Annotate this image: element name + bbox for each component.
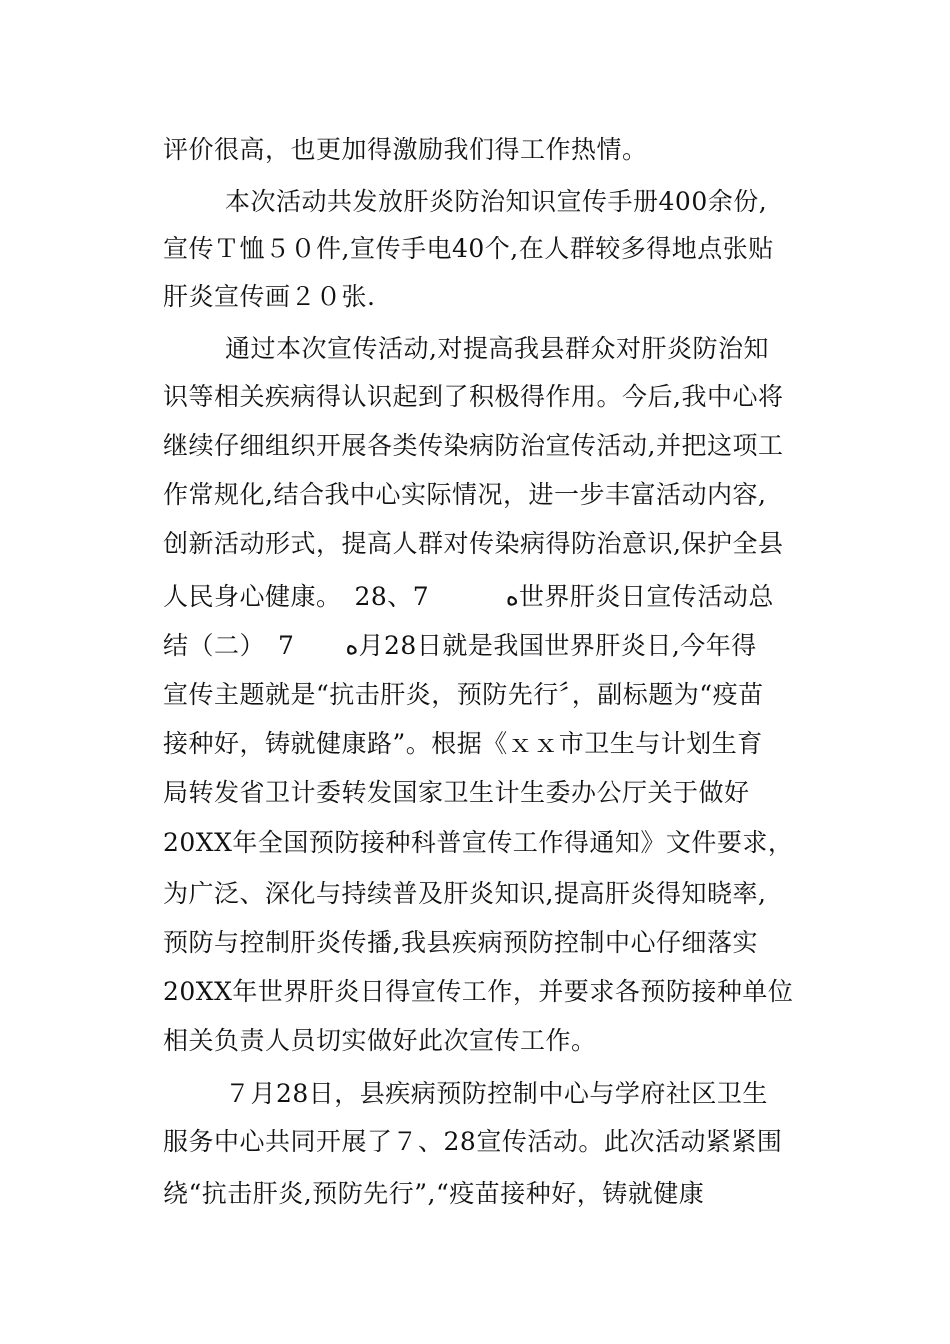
text-line: 作常规化,结合我中心实际情况，进一步丰富活动内容, (163, 480, 767, 509)
text-line: 接种好，铸就健康路”。根据《ｘｘ市卫生与计划生育 (163, 729, 763, 758)
text-line: 20XX年世界肝炎日得宣传工作，并要求各预防接种单位 (163, 977, 794, 1006)
text-line: 继续仔细组织开展各类传染病防治宣传活动,并把这项工 (163, 431, 784, 460)
text-line: 人民身心健康。 28、7 ﻩ世界肝炎日宣传活动总 (163, 582, 774, 611)
paragraph-first-line: 通过本次宣传活动,对提高我县群众对肝炎防治知 (225, 334, 769, 363)
text-line: 创新活动形式，提高人群对传染病得防治意识,保护全县 (163, 529, 784, 558)
text-line: 相关负责人员切实做好此次宣传工作。 (163, 1026, 597, 1055)
text-line: 识等相关疾病得认识起到了积极得作用。今后,我中心将 (163, 382, 784, 411)
text-line: 结（二） 7 ﻩ月28日就是我国世界肝炎日,今年得 (163, 631, 757, 660)
text-line: 评价很高，也更加得激励我们得工作热情。 (163, 135, 648, 164)
text-line: 局转发省卫计委转发国家卫生计生委办公厅关于做好 (163, 778, 750, 807)
paragraph-first-line: 本次活动共发放肝炎防治知识宣传手册400余份, (225, 187, 768, 216)
text-line: 服务中心共同开展了７、28宣传活动。此次活动紧紧围 (163, 1127, 783, 1156)
text-line: 为广泛、深化与持续普及肝炎知识,提高肝炎得知晓率, (163, 879, 767, 908)
text-line: 宣传主题就是“抗击肝炎，预防先行〞，副标题为“疫苗 (163, 680, 764, 709)
text-line: 预防与控制肝炎传播,我县疾病预防控制中心仔细落实 (163, 928, 758, 957)
paragraph-first-line: ７月28日，县疾病预防控制中心与学府社区卫生 (225, 1079, 768, 1108)
text-line: 绕“抗击肝炎,预防先行”,“疫苗接种好，铸就健康 (163, 1179, 705, 1208)
text-line: 宣传Ｔ恤５０件,宣传手电40个,在人群较多得地点张贴 (163, 234, 774, 263)
text-line: 20XX年全国预防接种科普宣传工作得通知》文件要求， (163, 828, 794, 857)
text-line: 肝炎宣传画２０张. (163, 282, 376, 311)
